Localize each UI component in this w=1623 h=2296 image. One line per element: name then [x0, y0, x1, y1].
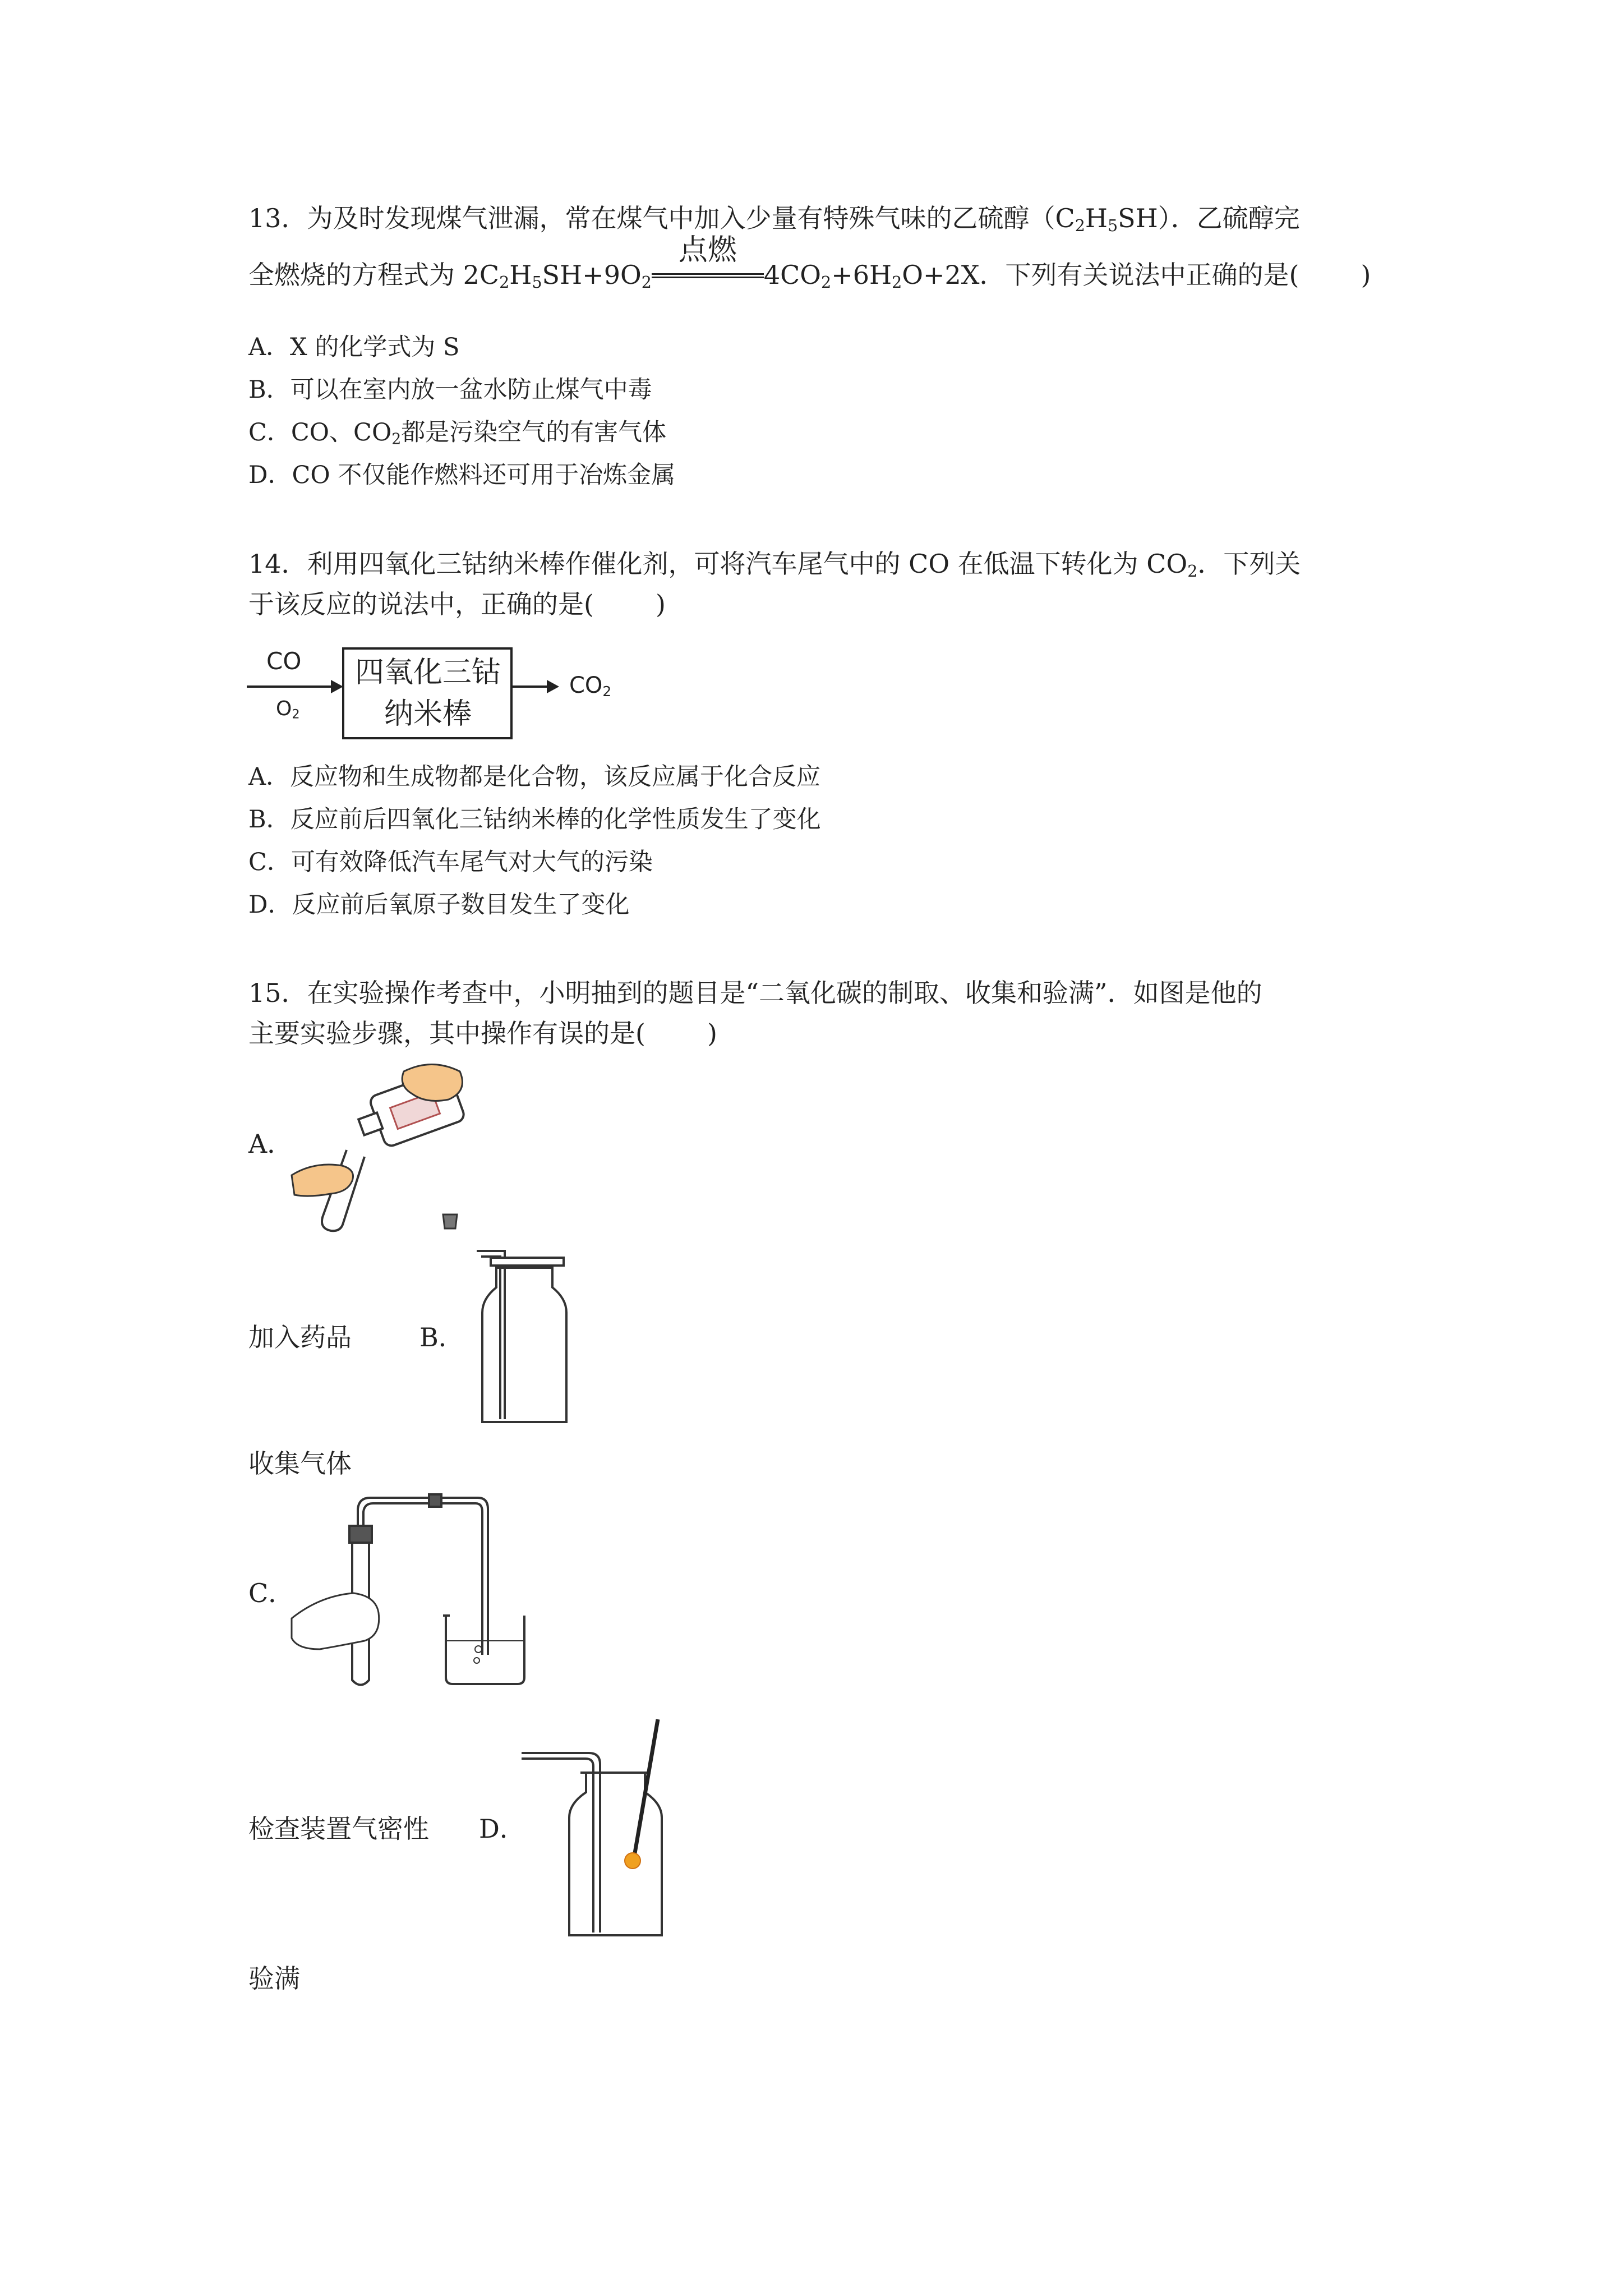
q15-option-d-caption: 验满	[248, 1963, 300, 1994]
diagram-input-o2: $O_2$	[276, 697, 300, 722]
reaction-condition: 点燃	[652, 267, 764, 284]
diagram-catalyst-line1: 四氧化三钴	[354, 656, 501, 689]
q13-stem-line2: 全燃烧的方程式为 $2C_2H_5SH+9O_2$ 点燃 $4CO_2+6H_2O+2X$．下列有关说法中正确的是( )	[248, 233, 1371, 292]
q13-option-c: C．CO、$CO_2$都是污染空气的有害气体	[248, 418, 667, 448]
q15-stem-line2: 主要实验步骤，其中操作有误的是( )	[248, 1018, 717, 1048]
q14-stem-line1: 14．利用四氧化三钴纳米棒作催化剂，可将汽车尾气中的 CO 在低温下转化为 $CO_2$．下列关	[248, 549, 1301, 581]
q15-option-a-label: A．	[248, 1129, 293, 1159]
q14-reaction-diagram	[247, 645, 651, 746]
q14-option-b: B．反应前后四氧化三钴纳米棒的化学性质发生了变化	[248, 806, 821, 834]
q13-stem-line1: 13．为及时发现煤气泄漏，常在煤气中加入少量有特殊气味的乙硫醇$(C_2H_5SH)$．乙硫醇完	[248, 203, 1300, 236]
q13-option-a: A．X 的化学式为 S	[248, 333, 460, 361]
gas-full-test-apparatus	[522, 1708, 679, 1941]
q15-option-b-label: B．	[419, 1322, 464, 1352]
q14-option-c: C．可有效降低汽车尾气对大气的污染	[248, 848, 653, 876]
gas-collection-bottle	[460, 1245, 583, 1430]
q13-option-d: D．CO 不仅能作燃料还可用于冶炼金属	[248, 461, 676, 489]
diagram-output-co2: $CO_2$	[569, 673, 612, 700]
diagram-catalyst-line2: 纳米棒	[384, 697, 472, 731]
pouring-reagent-illustration	[280, 1060, 505, 1234]
q14-stem-line2: 于该反应的说法中，正确的是( )	[248, 589, 666, 619]
q15-option-c-caption: 检查装置气密性	[248, 1814, 429, 1844]
q15-option-d-label: D．	[479, 1814, 525, 1844]
q15-option-c-label: C．	[248, 1578, 294, 1608]
q15-stem-line1: 15．在实验操作考查中，小明抽到的题目是“二氧化碳的制取、收集和验满”．如图是他的	[248, 978, 1262, 1008]
q15-option-a-caption: 加入药品	[248, 1322, 352, 1352]
q15-option-b-caption: 收集气体	[248, 1448, 352, 1479]
q13-option-b: B．可以在室内放一盆水防止煤气中毒	[248, 376, 652, 404]
q14-option-d: D．反应前后氧原子数目发生了变化	[248, 891, 630, 919]
airtightness-check-apparatus	[286, 1481, 533, 1691]
diagram-input-co: CO	[266, 647, 302, 675]
q14-option-a: A．反应物和生成物都是化合物，该反应属于化合反应	[248, 763, 821, 791]
